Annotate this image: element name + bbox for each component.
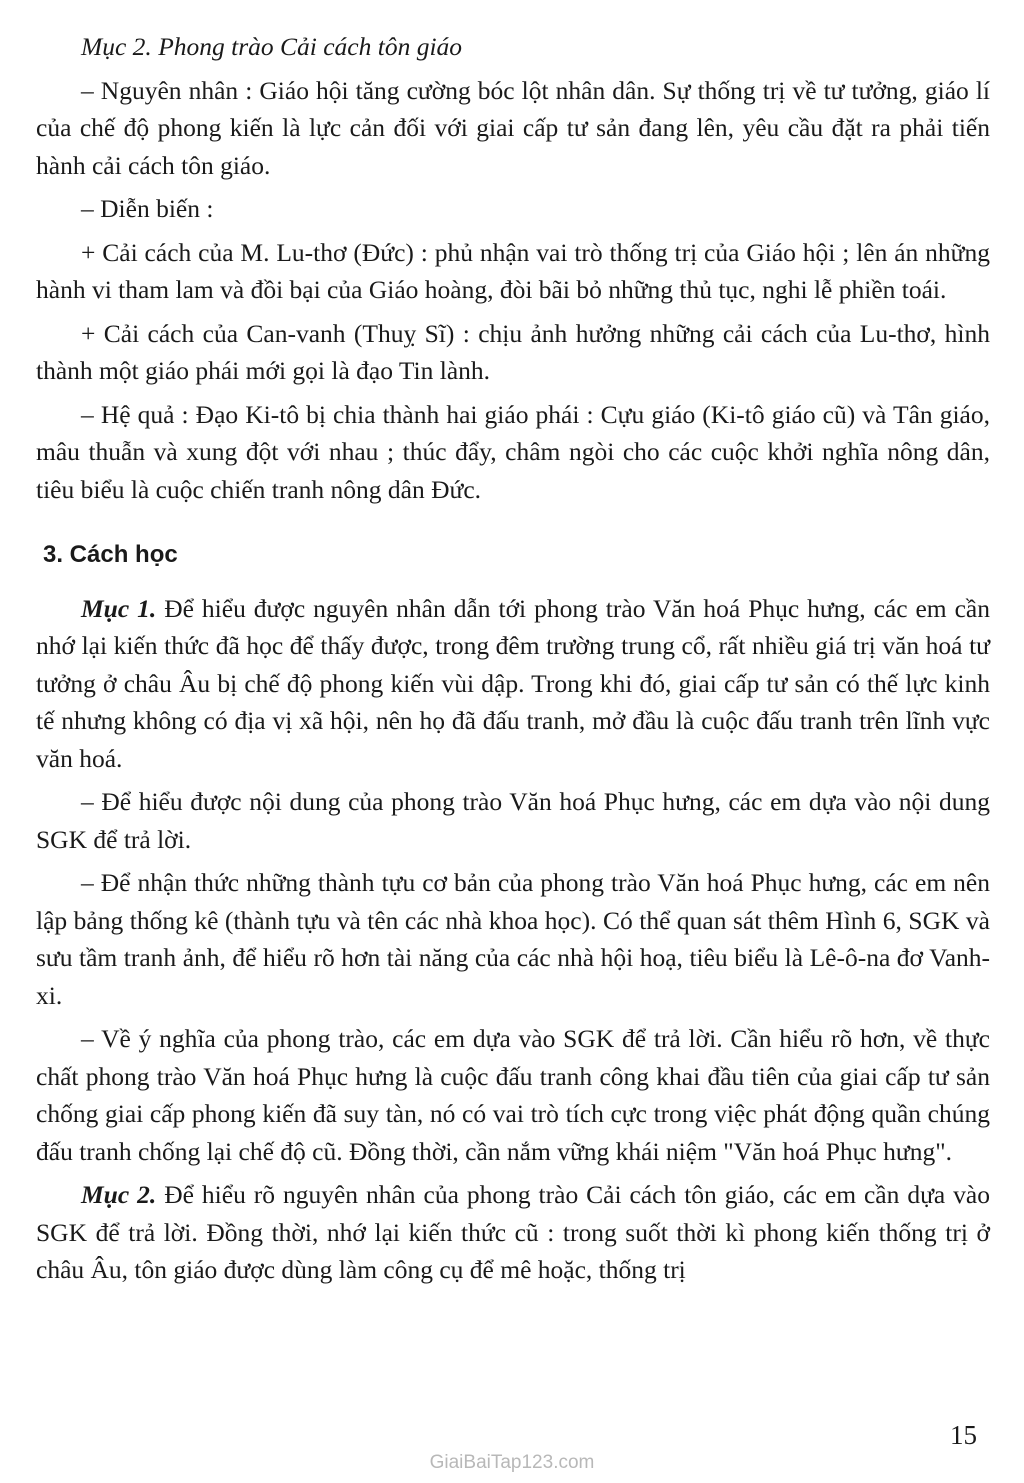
muc-2-lead: Mục 2. xyxy=(81,1180,157,1209)
section-lead: Mục 2. xyxy=(81,32,152,61)
paragraph-y-nghia: – Về ý nghĩa của phong trào, các em dựa vào SGK để trả lời. Cần hiểu rõ hơn, về thực chất phong trào Văn hoá Phục hưng là cuộc đấu tranh công khai đầu tiên của giai cấp tư sản chống giai cấp phong kiến đã suy tàn, nó có vai trò tích cực trong việc phát động quần chúng đấu tranh chống lại chế độ cũ. Đồng thời, cần nắm vững khái niệm "Văn hoá Phục hưng". xyxy=(36,1024,990,1166)
paragraph-noi-dung: – Để hiểu được nội dung của phong trào Văn hoá Phục hưng, các em dựa vào nội dung SGK để trả lời. xyxy=(36,787,990,854)
muc-2-text: Để hiểu rõ nguyên nhân của phong trào Cải cách tôn giáo, các em cần dựa vào SGK để trả lời. Đồng thời, nhớ lại kiến thức cũ : trong suốt thời kì phong kiến thống trị ở châu Âu, tôn giáo được dùng làm công cụ để mê hoặc, thống trị xyxy=(36,1180,990,1284)
paragraph-muc-1 xyxy=(36,590,990,778)
paragraph-calvin: + Cải cách của Can-vanh (Thuỵ Sĩ) : chịu ảnh hưởng những cải cách của Lu-thơ, hình thành một giáo phái mới gọi là đạo Tin lành. xyxy=(36,318,990,385)
page-number: 15 xyxy=(950,1420,977,1450)
paragraph-thanh-tuu: – Để nhận thức những thành tựu cơ bản của phong trào Văn hoá Phục hưng, các em nên lập bảng thống kê (thành tựu và tên các nhà khoa học). Có thể quan sát thêm Hình 6, SGK và sưu tầm tranh ảnh, để hiểu rõ hơn tài năng của các nhà hội hoạ, tiêu biểu là Lê-ô-na đơ Vanh-xi. xyxy=(36,868,990,1010)
muc-1-lead: Mục 1. xyxy=(81,593,157,623)
heading-cach-hoc: 3. Cách học xyxy=(43,541,178,568)
section-title: Phong trào Cải cách tôn giáo xyxy=(151,32,463,61)
paragraph-he-qua: – Hệ quả : Đạo Ki-tô bị chia thành hai giáo phái : Cựu giáo (Ki-tô giáo cũ) và Tân giáo, mâu thuẫn và xung đột với nhau ; thúc đẩy, châm ngòi cho các cuộc khởi nghĩa nông dân, tiêu biểu là cuộc chiến tranh nông dân Đức. xyxy=(36,399,990,504)
document-page xyxy=(36,28,990,1295)
section-heading-muc-2 xyxy=(36,28,990,66)
paragraph-muc-2-learn xyxy=(36,1176,990,1289)
paragraph-dien-bien: – Diễn biến : xyxy=(81,194,214,223)
paragraph-luther: + Cải cách của M. Lu-thơ (Đức) : phủ nhận vai trò thống trị của Giáo hội ; lên án những hành vi tham lam và đồi bại của Giáo hoàng, đòi bãi bỏ những thủ tục, nghi lễ phiền toái. xyxy=(36,237,990,304)
watermark: GiaiBaiTap123.com xyxy=(429,1452,595,1473)
muc-1-text: Để hiểu được nguyên nhân dẫn tới phong trào Văn hoá Phục hưng, các em cần nhớ lại kiến thức đã học để thấy được, trong đêm trường trung cổ, rất nhiều giá trị văn hoá tư tưởng ở châu Âu bị chế độ phong kiến vùi dập. Trong khi đó, giai cấp tư sản có thế lực kinh tế nhưng không có địa vị xã hội, nên họ đã đấu tranh, mở đầu là cuộc đấu tranh trên lĩnh vực văn hoá. xyxy=(36,593,990,773)
paragraph-nguyen-nhan: – Nguyên nhân : Giáo hội tăng cường bóc lột nhân dân. Sự thống trị về tư tưởng, giáo lí của chế độ phong kiến là lực cản đối với giai cấp tư sản đang lên, yêu cầu đặt ra phải tiến hành cải cách tôn giáo. xyxy=(36,75,990,180)
